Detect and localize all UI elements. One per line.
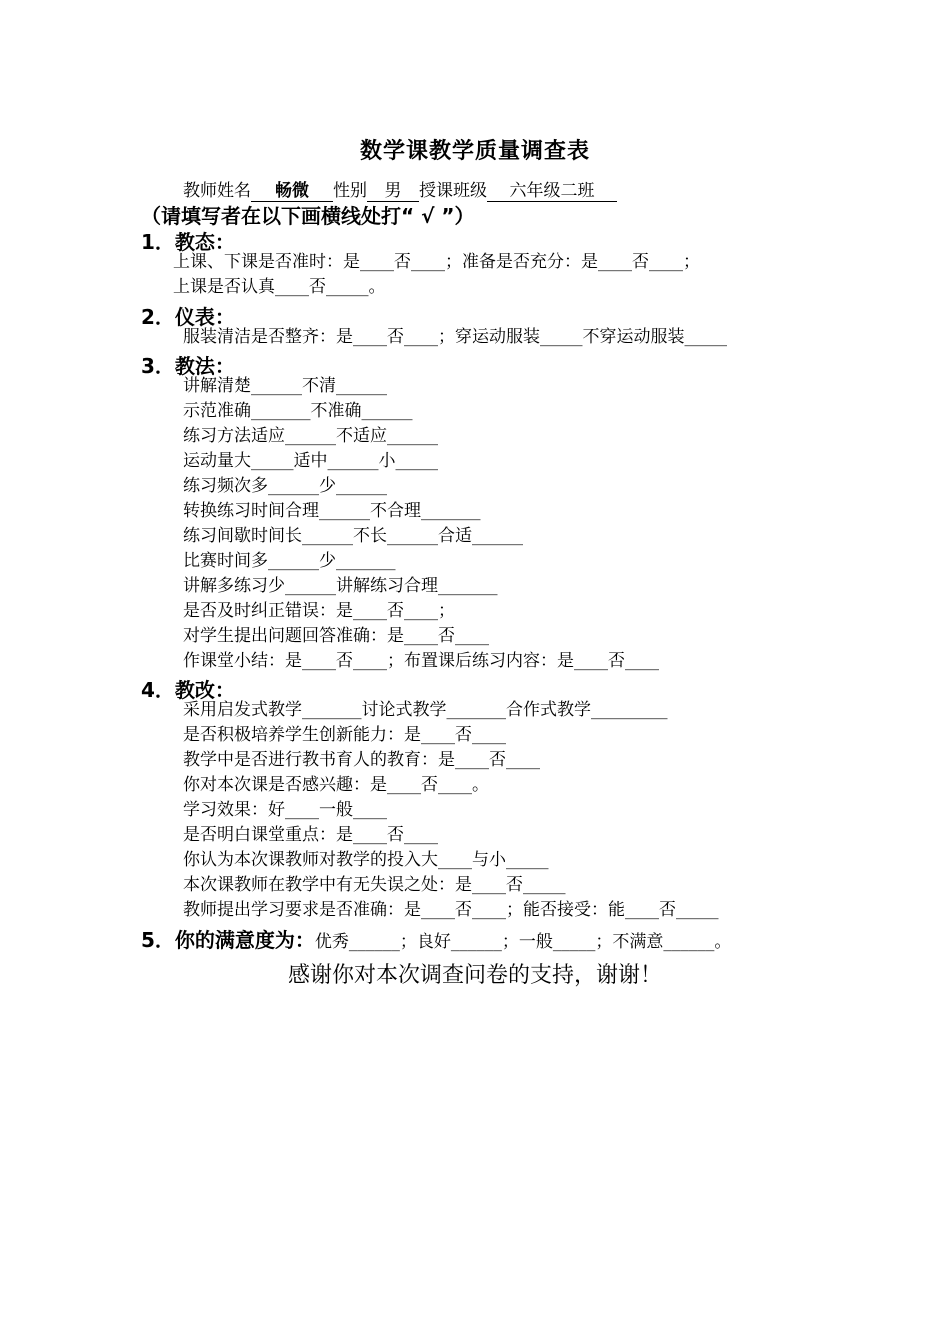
question-line[interactable]: 你对本次课是否感兴趣：是____否____。 — [183, 775, 489, 795]
question-line[interactable]: 学习效果：好____一般____ — [183, 800, 387, 820]
thanks-message: 感谢你对本次调查问卷的支持，谢谢！ — [287, 963, 662, 988]
page-title: 数学课教学质量调查表 — [359, 139, 590, 164]
gender-value[interactable]: 男 — [367, 176, 419, 202]
question-line[interactable]: 作课堂小结：是____否____；布置课后练习内容：是____否____ — [183, 651, 659, 671]
question-line[interactable]: 讲解清楚______不清______ — [183, 376, 387, 396]
question-line[interactable]: 对学生提出问题回答准确：是____否____ — [183, 626, 489, 646]
satisfaction-label: 5．你的满意度为： — [141, 928, 315, 952]
question-line[interactable]: 转换练习时间合理______不合理_______ — [183, 501, 481, 521]
question-line[interactable]: 本次课教师在教学中有无失误之处：是____否_____ — [183, 875, 566, 895]
question-line[interactable]: 你认为本次课教师对教学的投入大____与小_____ — [183, 850, 549, 870]
question-line[interactable]: 运动量大_____适中______小_____ — [183, 451, 438, 471]
question-line[interactable]: 上课是否认真____否_____。 — [173, 277, 386, 297]
question-line[interactable]: 是否及时纠正错误：是____否____； — [183, 601, 455, 621]
question-line[interactable]: 是否明白课堂重点：是____否____ — [183, 825, 438, 845]
teacher-name-value[interactable]: 畅微 — [251, 176, 333, 202]
question-line[interactable]: 比赛时间多______少_______ — [183, 551, 396, 571]
question-line[interactable]: 讲解多练习少______讲解练习合理_______ — [183, 576, 498, 596]
class-value[interactable]: 六年级二班 — [487, 176, 617, 202]
question-line[interactable]: 上课、下课是否准时：是____否____；准备是否充分：是____否____； — [173, 252, 700, 272]
question-line[interactable]: 是否积极培养学生创新能力：是____否____ — [183, 725, 506, 745]
question-line[interactable]: 服装清洁是否整齐：是____否____；穿运动服装_____不穿运动服装_____ — [183, 327, 727, 347]
question-line[interactable]: 练习频次多______少______ — [183, 476, 387, 496]
teacher-info-row — [183, 176, 617, 202]
section-heading-reform: 4．教改： — [141, 678, 235, 702]
section-heading-appearance: 2．仪表： — [141, 305, 235, 329]
teacher-name-label: 教师姓名 — [183, 181, 251, 201]
satisfaction-row — [141, 924, 731, 953]
question-line[interactable]: 教学中是否进行教书育人的教育：是____否____ — [183, 750, 540, 770]
question-line[interactable]: 示范准确_______不准确______ — [183, 401, 413, 421]
satisfaction-options[interactable]: 优秀______；良好______；一般_____；不满意______。 — [314, 932, 732, 952]
gender-label: 性别 — [333, 181, 367, 201]
question-line[interactable]: 练习间歇时间长______不长______合适______ — [183, 526, 523, 546]
question-line[interactable]: 教师提出学习要求是否准确：是____否____；能否接受：能____否_____ — [183, 900, 719, 920]
instruction-note: （请填写者在以下画横线处打“ √ ”） — [141, 204, 475, 228]
question-line[interactable]: 练习方法适应______不适应______ — [183, 426, 438, 446]
section-heading-method: 3．教法： — [141, 354, 235, 378]
section-heading-attitude: 1．教态： — [141, 230, 235, 254]
question-line[interactable]: 采用启发式教学_______讨论式教学_______合作式教学_________ — [183, 700, 668, 720]
class-label: 授课班级 — [419, 181, 487, 201]
